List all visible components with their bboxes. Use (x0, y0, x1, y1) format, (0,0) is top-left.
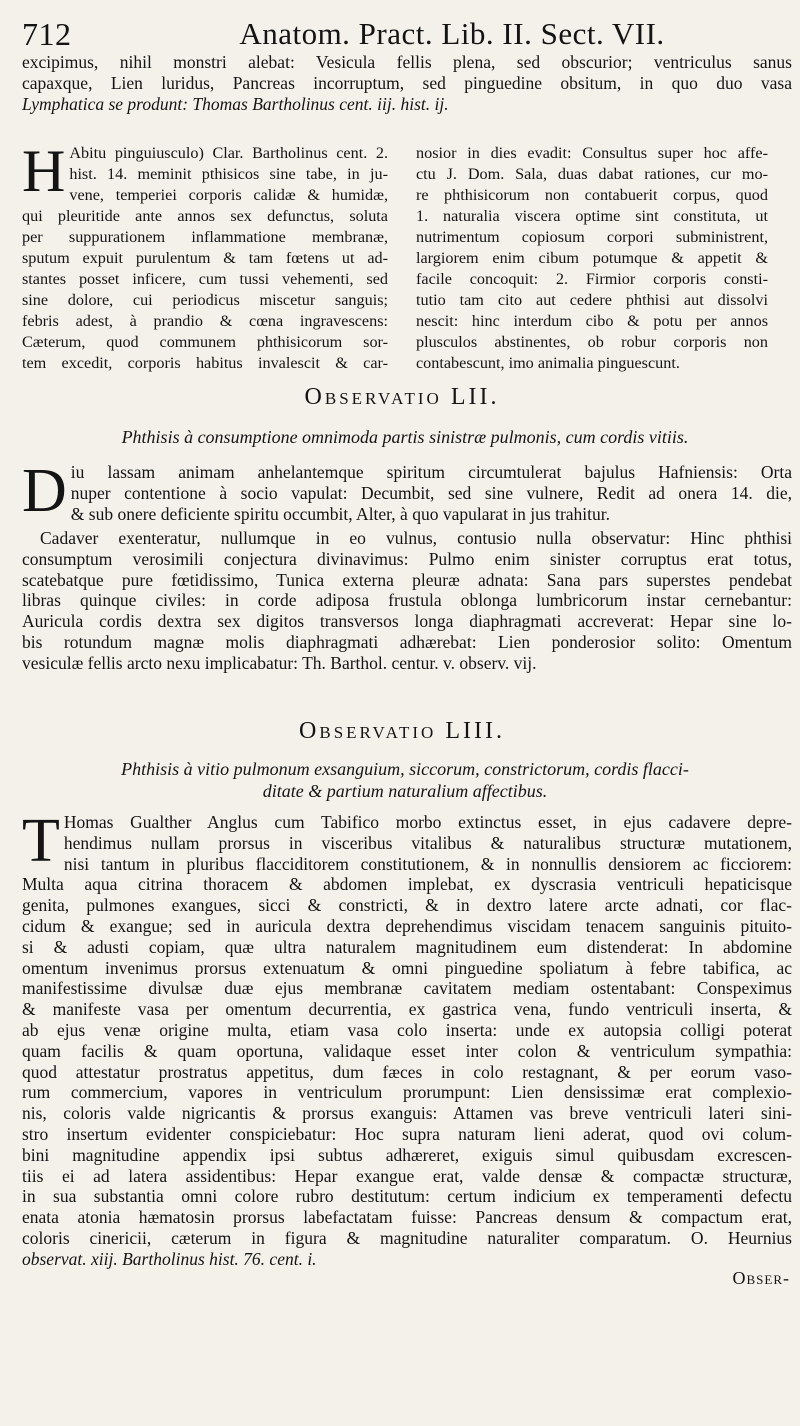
text-line: tutio tam cito aut cedere phthisi aut dissolvi (416, 291, 768, 309)
text-line: Multa aqua citrina thoracem & abdomen implebat, ex dyscrasia ventriculi hepaticisque (22, 874, 792, 895)
text-line: per suppurationem inflammatione membranæ, (22, 228, 388, 246)
text-line: quod attestatur prostratus appetitus, dum fæces in colo restagnant, & per eorum vaso- (22, 1061, 792, 1082)
text-line: re phthisicorum non contabuerit corpus, quod (416, 186, 768, 204)
text-line: vene, temperiei corporis calidæ & humidæ, (69, 186, 388, 204)
observation-53-title: Observatio LIII. (299, 718, 505, 744)
drop-cap: H (22, 138, 66, 204)
text-line: largiorem enim cibum potumque & appetit & (416, 249, 768, 267)
text-line: omentum invenimus prorsus extenuatum & omni pinguedine spoliatum à febre tabifica, ac (22, 957, 792, 978)
text-line: 1. naturalia viscera optime sint constituta, ut (416, 207, 768, 225)
observation-53-subtitle-line-2: ditate & partium naturalium affectibus. (262, 781, 548, 801)
text-line: vesiculæ fellis arcto nexu implicabatur: Th. Barthol. centur. v. observ. vij. (22, 652, 537, 673)
text-line: iu lassam animam anhelantemque spiritum circumtulerat bajulus Hafniensis: Orta (70, 462, 792, 482)
text-line: manifestissime divulsæ duæ ejus membranæ cavitatem mediam ostentabant: Conspeximus (22, 978, 792, 999)
observation-52-subtitle: Phthisis à consumptione omnimoda partis sinistræ pulmonis, cum cordis vitiis. (121, 427, 689, 447)
observation-52-paragraph-1 (22, 457, 792, 525)
page-header (22, 14, 792, 54)
text-line: Abitu pinguiusculo) Clar. Bartholinus cent. 2. (69, 144, 388, 162)
drop-cap: D (22, 457, 67, 525)
text-line: plusculos abstinentes, ob robur corporis non (416, 333, 768, 351)
two-column-scholion (22, 138, 792, 372)
text-line: cidum & exangue; sed in auricula dextra deprehendimus viscidam tenacem sanguinis pituito- (22, 915, 792, 936)
catchword: Obser- (732, 1268, 790, 1288)
drop-cap: T (22, 807, 60, 875)
text-line: sine dolore, cui periodicus miscetur sanguis; (22, 291, 388, 309)
text-line: genita, pulmones exangues, sicci & constricti, & in dextro latere arcte adnati, cor flac- (22, 895, 792, 916)
text-line: tem excedit, corporis habitus invalescit & car- (22, 354, 388, 372)
observation-53-paragraph (22, 807, 792, 1270)
running-head: Anatom. Pract. Lib. II. Sect. VII. (239, 16, 665, 51)
text-line: nuper contentione à socio vapulat: Decumbit, sed sine vulnere, Redit ad onera 14. die, (70, 482, 792, 503)
text-line: in sua substantia omni colore rubro destitutum: certum indicium ex temperamenti defectu (22, 1186, 792, 1207)
text-line: hendimus nullam prorsus in visceribus vitalibus & naturalibus structuræ mutationem, (63, 832, 792, 853)
text-line: consumptum verosimili conjectura divinavimus: Pulmo enim sinister corruptus erat totus, (22, 548, 792, 569)
text-line: Auricula cordis dextra sex digitos transversos longa diaphragmati accreverat: Hepar sine lo- (22, 611, 792, 632)
right-column (416, 143, 768, 374)
text-line: tiis ei ad latera assidentibus: Hepar exangue erat, valde densæ & compactæ structuræ, (22, 1165, 792, 1186)
observation-52-paragraph-2 (22, 528, 792, 674)
text-line: nisi tantum in pluribus flacciditorem constitutionem, & in nonnullis densiorem ac ficciorem: (63, 853, 792, 874)
text-line: & manifeste vasa per omentum decurrentia, ex gastrica vena, fundo ventriculi inserta, & (22, 999, 792, 1020)
text-line: quam facilis & quam oportuna, validaque esset inter colon & ventriculum sympathia: (22, 1040, 792, 1061)
text-line: qui pleuritide ante annos sex defunctus, soluta (22, 207, 388, 225)
text-line: si & adusti copiam, quæ ultra naturalem magnitudinem eum distenderat: In abdomine (22, 936, 792, 957)
text-line: stro insertum evidenter conspiciebatur: Hoc supra naturam lieni aderat, quod ovi colum- (22, 1123, 792, 1144)
text-line: libras quinque civiles: in corde adiposa frustula oblonga lumbricorum instar cernebantur: (22, 590, 792, 611)
text-line: nis, coloris valde nigricantis & prorsus exanguis: Attamen vas breve ventriculi lateri sini- (22, 1103, 792, 1124)
continued-text (22, 52, 792, 114)
text-line: nescit: hinc interdum cibo & potu per annos (416, 312, 768, 330)
text-line: capaxque, Lien luridus, Pancreas incorruptum, sed pinguedine obsitum, in quo duo vasa (22, 72, 792, 93)
text-line: Lymphatica se produnt: Thomas Bartholinus cent. iij. hist. ij. (22, 93, 449, 114)
text-line: Homas Gualther Anglus cum Tabifico morbo extinctus esset, in ejus cadavere depre- (63, 812, 792, 832)
text-line: sputum expuit purulentum & tam fœtens ut ad- (22, 249, 388, 267)
text-line: Cadaver exenteratur, nullumque in eo vulnus, contusio nulla observatur: Hinc phthisi (40, 528, 792, 548)
text-line: bini magnitudine appendix ipsi subtus adhæreret, exiguis simul quibusdam excrescen- (22, 1144, 792, 1165)
text-line: nutrimentum copiosum corpori subministrent, (416, 228, 768, 246)
text-line: stantes posset inficere, cum tussi vehementi, sed (22, 270, 388, 288)
text-line: rum commercium, vapores in ventriculum prorumpunt: Lien densissimæ erat complexio- (22, 1082, 792, 1103)
text-line: observat. xiij. Bartholinus hist. 76. cent. i. (22, 1248, 317, 1269)
text-line: scatebatque pure fœtidissimo, Tunica externa pleuræ adnata: Sana pars superstes pendebat (22, 569, 792, 590)
text-line: ctu J. Dom. Sala, duas dabat rationes, cur mo- (416, 165, 768, 183)
page-number: 712 (22, 16, 72, 52)
text-line: excipimus, nihil monstri alebat: Vesicula fellis plena, sed obscurior; ventriculus sanus (22, 52, 792, 72)
text-line: facile concoquit: 2. Firmior corporis consti- (416, 270, 768, 288)
text-line: febris adest, à prandio & cœna ingravescens: (22, 312, 388, 330)
text-line: Cæterum, quod communem phthisicorum sor- (22, 333, 388, 351)
text-line: ab ejus venæ origine multa, etiam vasa colo inserta: unde ex autopsia colligi poterat (22, 1019, 792, 1040)
observation-52-title: Observatio LII. (304, 384, 500, 410)
text-line: coloris cinericii, cæterum in figura & magnitudine naturaliter comparatum. O. Heurnius (22, 1227, 792, 1248)
text-line: enata atonia hæmatosin prorsus labefactatam fuisse: Pancreas densum & compactum erat, (22, 1207, 792, 1228)
text-line: hist. 14. meminit pthisicos sine tabe, in ju- (69, 165, 388, 183)
left-column (22, 138, 388, 374)
text-line: nosior in dies evadit: Consultus super hoc affe- (416, 144, 768, 162)
observation-53-subtitle-line-1: Phthisis à vitio pulmonum exsanguium, siccorum, constrictorum, cordis flacci- (121, 759, 689, 779)
text-line: bis rotundum magnæ molis diaphragmati adhærebat: Lien ponderosior solito: Omentum (22, 631, 792, 652)
text-line: & sub onere deficiente spiritu occumbit, Alter, à quo vapularat in jus trahitur. (70, 503, 611, 524)
text-line: contabescunt, imo animalia pinguescunt. (416, 354, 680, 372)
